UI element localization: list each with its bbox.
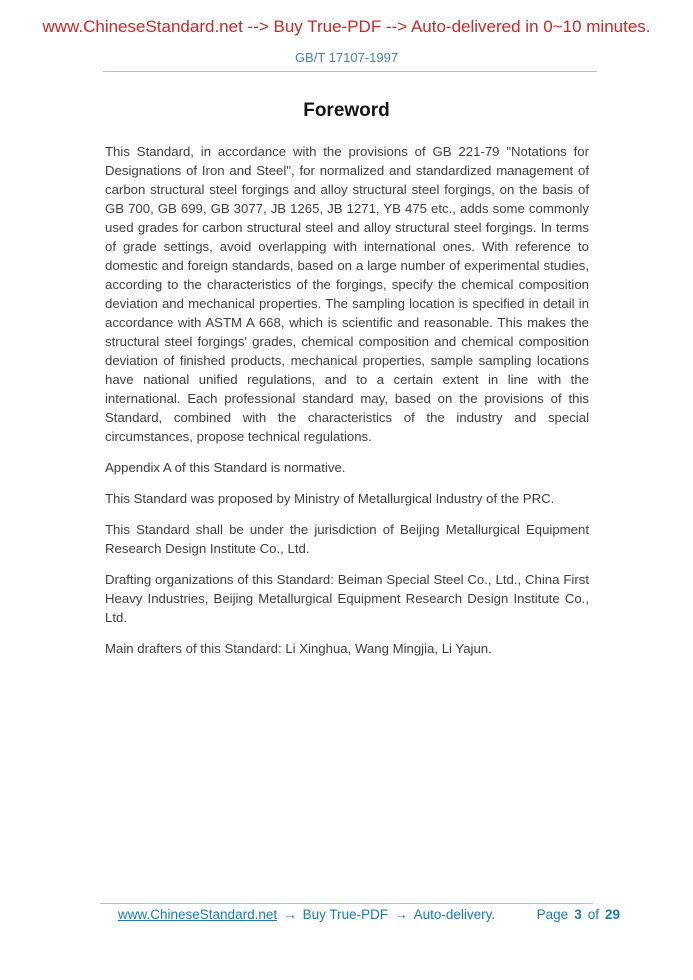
right-arrow-icon: → — [283, 907, 297, 922]
footer-divider — [100, 903, 593, 904]
footer-buy-label: Buy True-PDF — [302, 907, 389, 922]
paragraph-appendix: Appendix A of this Standard is normative. — [105, 460, 346, 475]
page-title: Foreword — [303, 100, 390, 121]
standard-doc-number: GB/T 17107-1997 — [294, 50, 399, 65]
paragraph-drafting-orgs: Drafting organizations of this Standard: Beiman Special Steel Co., Ltd., China First Heavy Industries, Beijing Metallurgical Equipment Research Design Institute Co., Ltd. — [105, 572, 589, 625]
page-indicator — [537, 907, 620, 922]
current-page-number: 3 — [574, 907, 582, 922]
paragraph-main-drafters: Main drafters of this Standard: Li Xinghua, Wang Mingjia, Li Yajun. — [105, 641, 492, 656]
header-divider — [103, 71, 597, 72]
total-pages-number: 29 — [604, 907, 620, 922]
paragraph-proposed-by: This Standard was proposed by Ministry of Metallurgical Industry of the PRC. — [105, 491, 555, 506]
paragraph-jurisdiction: This Standard shall be under the jurisdiction of Beijing Metallurgical Equipment Research Design Institute Co., Ltd. — [105, 522, 589, 556]
of-label: of — [587, 907, 599, 922]
footer-site-line — [118, 907, 495, 922]
footer-delivery-label: Auto-delivery. — [413, 907, 496, 922]
footer-site-link[interactable]: www.ChineseStandard.net — [118, 907, 278, 922]
right-arrow-icon: → — [394, 907, 408, 922]
header-buy-notice[interactable]: www.ChineseStandard.net --> Buy True-PDF --> Auto-delivered in 0~10 minutes. — [42, 17, 651, 36]
paragraph-intro: This Standard, in accordance with the provisions of GB 221-79 "Notations for Designations of Iron and Steel", for normalized and standardized management of carbon structural steel forgings and alloy structural steel forgings, on the basis of GB 700, GB 699, GB 3077, JB 1265, JB 1271, YB 475 etc., adds some commonly used grades for carbon structural steel and alloy structural steel forgings. In terms of grade settings, avoid overlapping with international ones. With reference to domestic and foreign standards, based on a large number of experimental studies, according to the characteristics of the forgings, specify the chemical composition deviation and mechanical properties. The sampling location is specified in detail in accordance with ASTM A 668, which is scientific and reasonable. This makes the structural steel forgings' grades, chemical composition and chemical composition deviation of finished products, mechanical properties, sample sampling locations have national unified regulations, and to a certain extent in line with the international. Each professional standard may, based on the provisions of this Standard, combined with the characteristics of the industry and special circumstances, propose technical regulations. — [105, 144, 589, 444]
page-label: Page — [536, 907, 569, 922]
footer — [118, 907, 620, 922]
document-body — [105, 142, 589, 670]
